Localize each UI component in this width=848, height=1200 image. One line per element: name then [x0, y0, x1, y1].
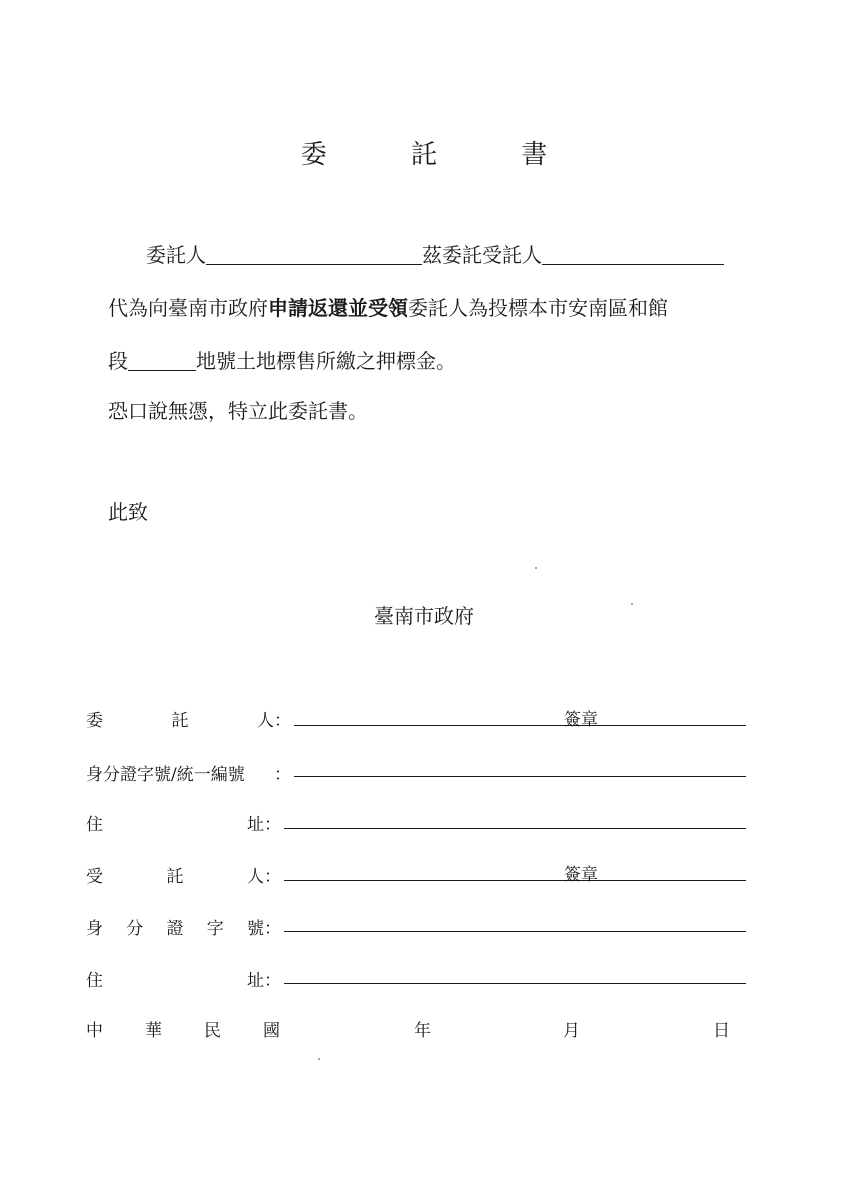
agent-intro: 茲委託受託人	[422, 243, 542, 267]
document-title: 委 託 書	[300, 140, 586, 170]
lot-number-blank[interactable]	[128, 350, 196, 371]
field-agent-id-label: 身 分 證 字 號	[86, 919, 264, 939]
date-month: 月	[563, 1021, 580, 1041]
date-day: 日	[713, 1021, 730, 1041]
field-colon: ：	[274, 711, 291, 731]
field-agent-line[interactable]	[284, 880, 746, 881]
recipient: 臺南市政府	[374, 604, 474, 628]
para-2-bold: 申請返還並受領	[268, 296, 408, 320]
field-colon: ：	[264, 867, 281, 887]
field-id-unified-line[interactable]	[294, 776, 746, 777]
field-principal-label: 委 託 人	[86, 711, 274, 731]
field-principal-line[interactable]	[294, 725, 746, 726]
principal-blank[interactable]	[206, 244, 422, 265]
field-colon: ：	[264, 971, 281, 991]
para-2-prefix: 代為向臺南市政府	[108, 296, 268, 320]
scan-speck	[631, 603, 633, 605]
field-address-line[interactable]	[284, 828, 746, 829]
para-2	[108, 296, 668, 320]
field-address-label: 住 址	[86, 815, 264, 835]
field-id-unified-label: 身分證字號/統一編號	[86, 765, 245, 785]
para-3	[108, 349, 456, 373]
field-colon: ：	[264, 815, 281, 835]
para-2-suffix: 委託人為投標本市安南區和館	[408, 296, 668, 320]
principal-label: 委託人	[146, 243, 206, 267]
field-agent-address-label: 住 址	[86, 971, 264, 991]
sign-label: 簽章	[564, 710, 598, 730]
para-4: 恐口說無憑，特立此委託書。	[108, 399, 368, 423]
sign-label: 簽章	[564, 865, 598, 885]
scan-speck	[535, 567, 537, 569]
section-label: 段	[108, 349, 128, 373]
field-agent-label: 受 託 人	[86, 867, 264, 887]
salutation: 此致	[108, 500, 148, 524]
field-agent-id-line[interactable]	[284, 931, 746, 932]
agent-blank[interactable]	[542, 244, 724, 265]
field-colon: ：	[274, 765, 291, 785]
date-year: 年	[414, 1021, 431, 1041]
date-era: 中 華 民 國	[86, 1021, 280, 1041]
field-agent-address-line[interactable]	[284, 983, 746, 984]
field-colon: ：	[264, 919, 281, 939]
para-3-rest: 地號土地標售所繳之押標金。	[196, 349, 456, 373]
para-1	[146, 243, 724, 267]
scan-speck	[318, 1058, 320, 1060]
